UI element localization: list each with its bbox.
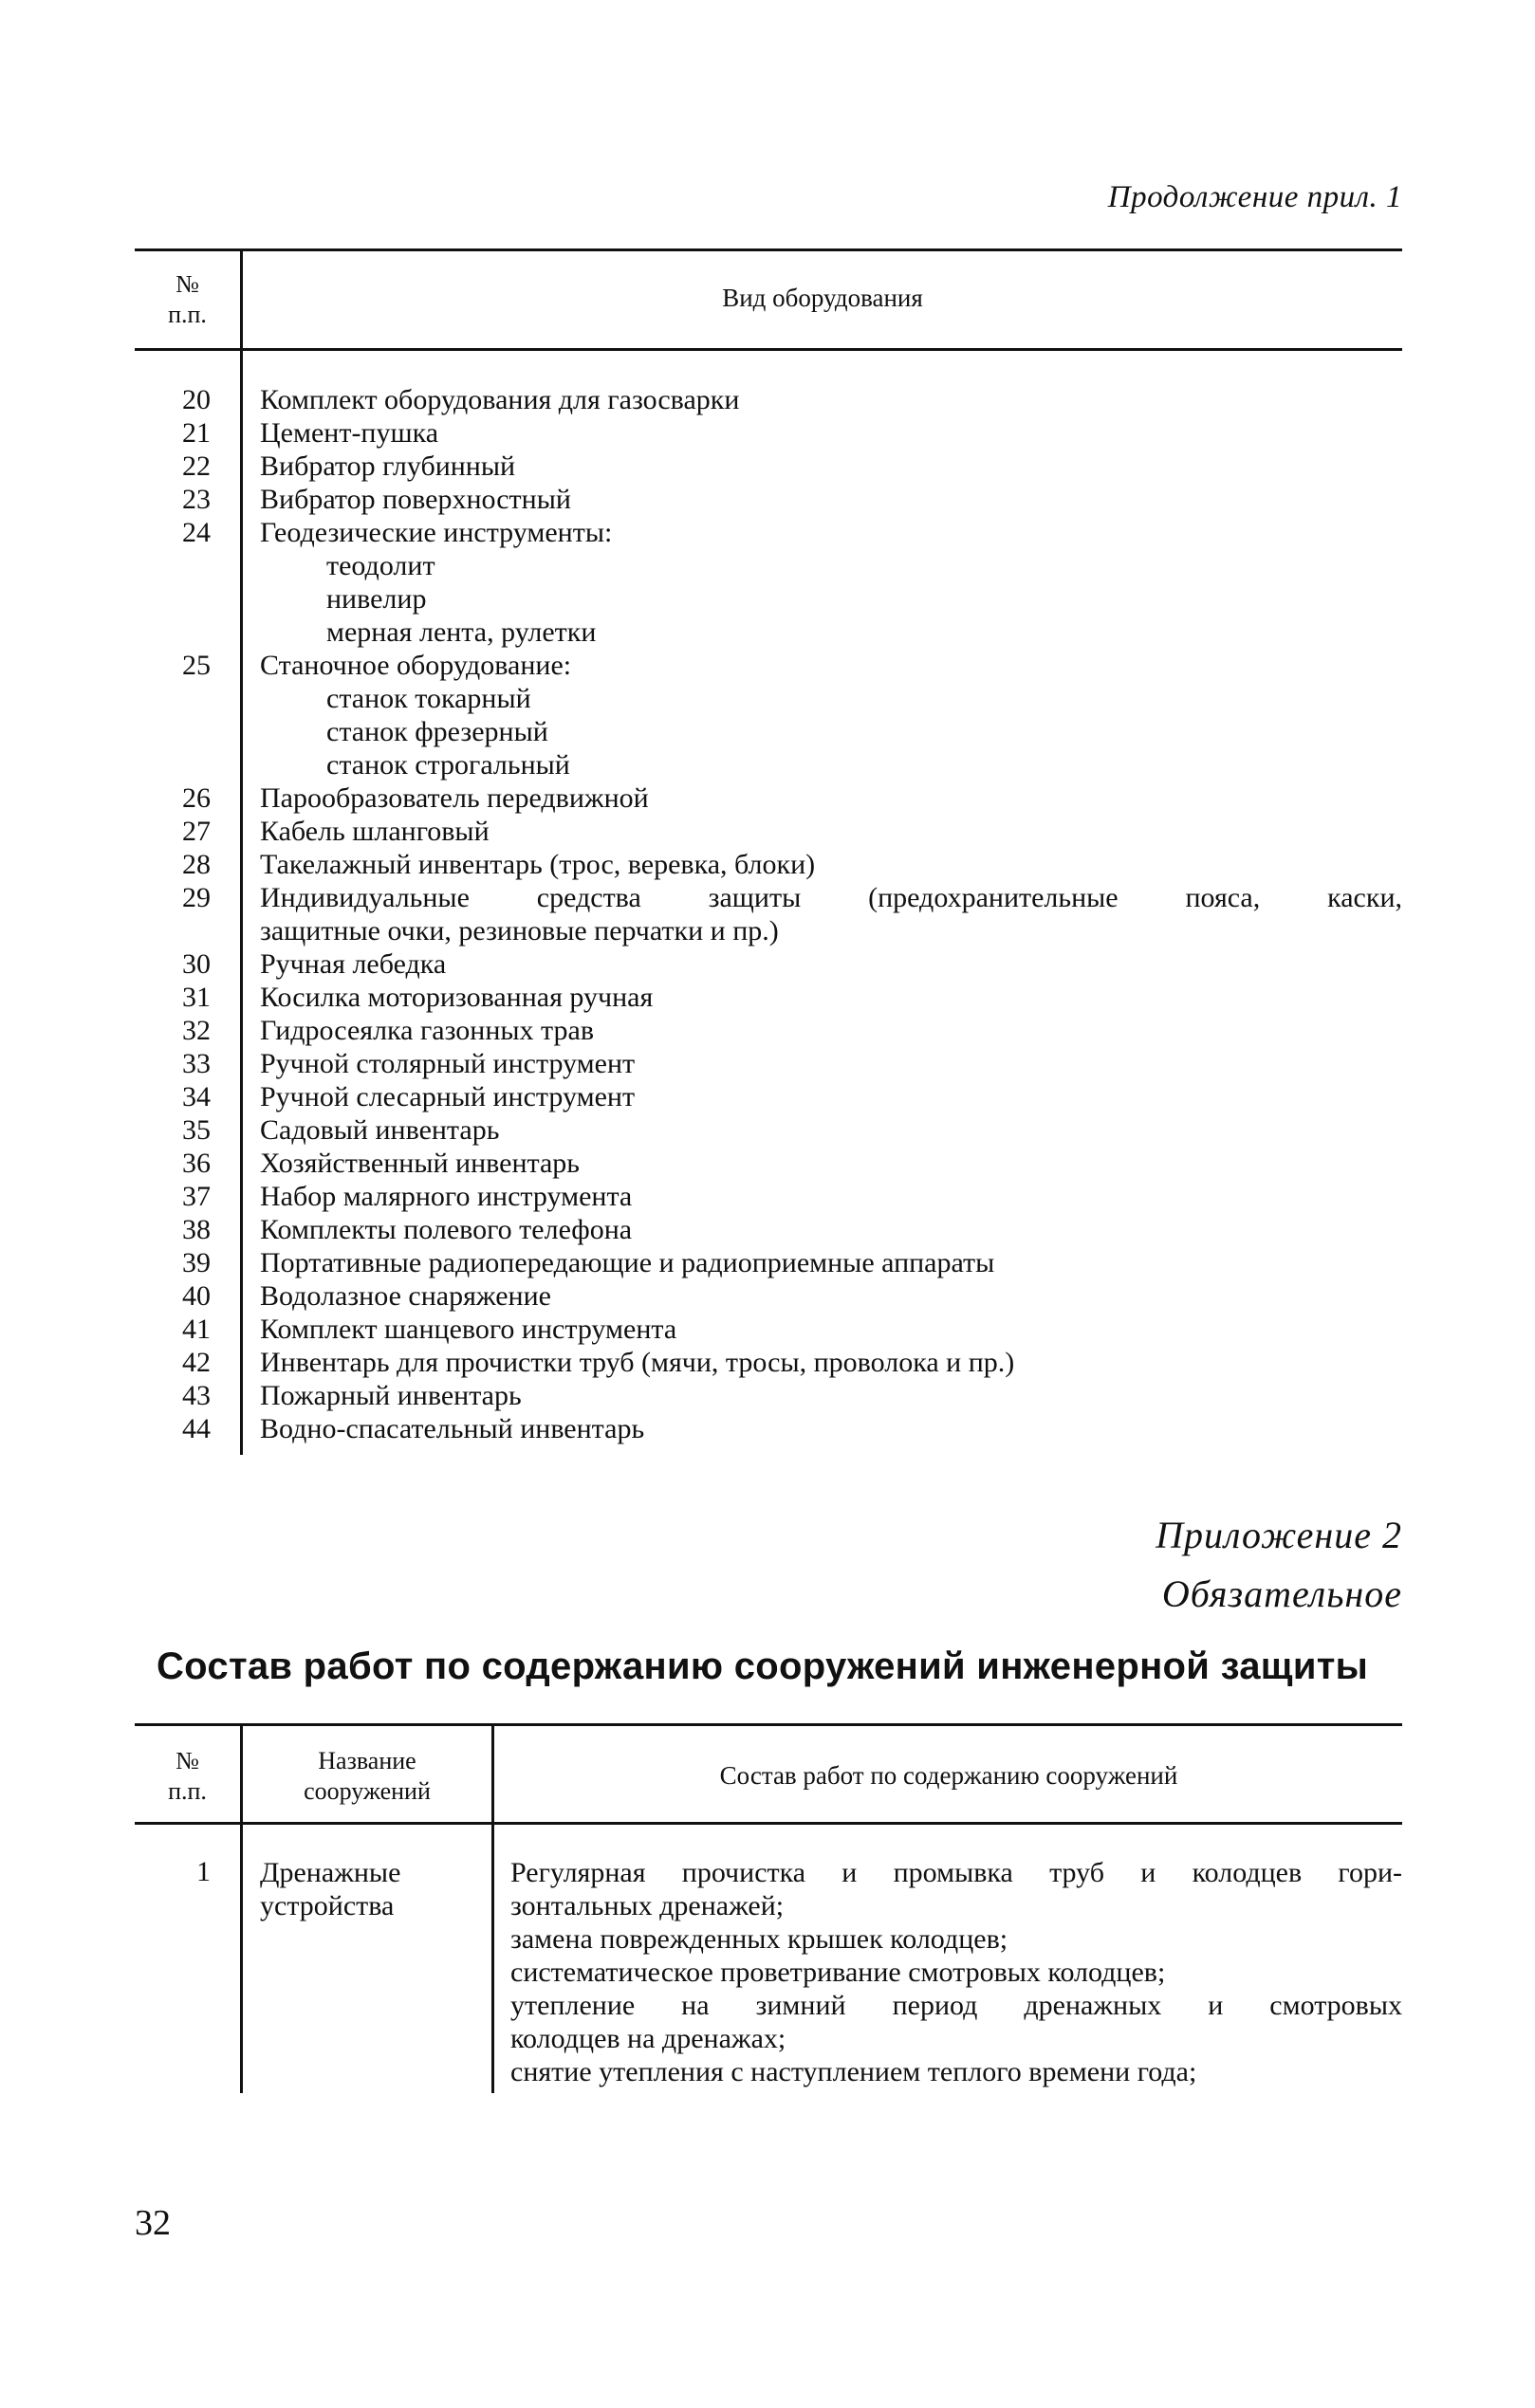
equipment-name: Пожарный инвентарь [260, 1380, 522, 1411]
equipment-name: Геодезические инструменты: [260, 517, 613, 548]
row-number: 22 [182, 450, 211, 482]
table-row [135, 483, 1402, 516]
equipment-name: Кабель шланговый [260, 816, 490, 847]
row-number: 1 [196, 1856, 211, 1887]
work-item-line: зонтальных дренажей; [510, 1890, 785, 1921]
table-row [135, 1080, 1402, 1113]
equipment-name: нивелир [326, 583, 427, 615]
table-row [135, 649, 1402, 682]
equipment-name: Вибратор поверхностный [260, 484, 571, 515]
equipment-name: теодолит [326, 550, 435, 581]
header-name-line1: Название [318, 1747, 416, 1774]
table-row [135, 881, 1402, 914]
table-row [135, 914, 1402, 947]
equipment-name: станок строгальный [326, 749, 570, 781]
equipment-name: Хозяйственный инвентарь [260, 1148, 580, 1179]
row-number: 30 [182, 948, 211, 980]
row-number: 39 [182, 1247, 211, 1278]
table-row [135, 1047, 1402, 1080]
header-number-symbol: № [176, 1747, 199, 1774]
equipment-name: Гидросеялка газонных трав [260, 1015, 594, 1046]
row-number: 31 [182, 982, 211, 1013]
row-number [135, 914, 211, 947]
row-number: 33 [182, 1048, 211, 1079]
section-heading: Состав работ по содержанию сооружений инженерной защиты [157, 1645, 1369, 1687]
table-row [135, 947, 1402, 981]
table-row [135, 682, 1402, 715]
table-row [135, 1313, 1402, 1346]
work-item-line: систематическое проветривание смотровых колодцев; [510, 1957, 1166, 1988]
equipment-name: Станочное оборудование: [260, 650, 572, 681]
equipment-name: Комплект оборудования для газосварки [260, 384, 740, 415]
column-divider-2 [491, 1723, 494, 2093]
equipment-name: Парообразователь передвижной [260, 782, 649, 814]
row-number: 27 [182, 816, 211, 847]
header-number [135, 269, 240, 330]
row-number: 38 [182, 1214, 211, 1245]
table-row [135, 549, 1402, 582]
equipment-name: Водолазное снаряжение [260, 1280, 551, 1312]
equipment-name: станок токарный [326, 683, 531, 714]
row-number: 34 [182, 1081, 211, 1112]
table-row [135, 383, 1402, 416]
row-number: 42 [182, 1347, 211, 1378]
structure-name [260, 1856, 488, 1922]
table-row [135, 616, 1402, 649]
work-item-line: замена поврежденных крышек колодцев; [510, 1923, 1008, 1955]
row-number [135, 715, 211, 748]
table-row [135, 1412, 1402, 1445]
equipment-name: Косилка моторизованная ручная [260, 982, 654, 1013]
equipment-name: Цемент-пушка [260, 417, 439, 449]
equipment-name: Комплекты полевого телефона [260, 1214, 633, 1245]
works-table [135, 1723, 1402, 2103]
equipment-name: мерная лента, рулетки [326, 616, 597, 648]
row-number: 26 [182, 782, 211, 814]
table-row [135, 715, 1402, 748]
row-number [135, 616, 211, 649]
row-number: 29 [182, 882, 211, 913]
equipment-name: Индивидуальные средства защиты (предохранительные пояса, каски, [260, 882, 1402, 913]
row-number: 44 [182, 1413, 211, 1444]
row-number: 21 [182, 417, 211, 449]
appendix-title: Приложение 2 [1156, 1514, 1402, 1556]
table-row [135, 450, 1402, 483]
equipment-name: Комплект шанцевого инструмента [260, 1314, 677, 1345]
row-number: 23 [182, 484, 211, 515]
table-row [135, 1246, 1402, 1279]
work-item-line: Регулярная прочистка и промывка труб и колодцев гори- [510, 1857, 1402, 1888]
table-row [135, 1346, 1402, 1379]
header-number [135, 1746, 240, 1807]
row-number: 28 [182, 849, 211, 880]
table-row [135, 981, 1402, 1014]
row-number [135, 549, 211, 582]
header-number-abbr: п.п. [168, 301, 207, 328]
column-divider-1 [240, 1723, 243, 2093]
header-name-line2: сооружений [304, 1777, 431, 1805]
table-row [135, 416, 1402, 450]
row-number: 20 [182, 384, 211, 415]
equipment-name: Такелажный инвентарь (трос, веревка, блоки) [260, 849, 816, 880]
appendix-subtitle: Обязательное [1161, 1572, 1402, 1615]
structure-name-line2: устройства [260, 1890, 395, 1921]
equipment-name: Ручная лебедка [260, 948, 447, 980]
row-number: 43 [182, 1380, 211, 1411]
equipment-name: Набор малярного инструмента [260, 1181, 633, 1212]
equipment-name: Вибратор глубинный [260, 450, 516, 482]
row-number: 41 [182, 1314, 211, 1345]
table-row [135, 781, 1402, 815]
row-number: 25 [182, 650, 211, 681]
equipment-name: защитные очки, резиновые перчатки и пр.) [260, 915, 779, 947]
table-row [135, 815, 1402, 848]
header-number-symbol: № [176, 270, 199, 298]
structure-name-line1: Дренажные [260, 1857, 401, 1888]
table-row [135, 1014, 1402, 1047]
header-bottom-rule [135, 1822, 1402, 1825]
table-row [135, 1379, 1402, 1412]
table-top-rule [135, 248, 1402, 251]
equipment-name: Ручной слесарный инструмент [260, 1081, 636, 1112]
header-number-abbr: п.п. [168, 1777, 207, 1805]
row-number: 37 [182, 1181, 211, 1212]
row-number: 36 [182, 1148, 211, 1179]
header-bottom-rule [135, 348, 1402, 351]
table-row [135, 516, 1402, 549]
table-body [135, 383, 1402, 1445]
work-item-line: снятие утепления с наступлением теплого времени года; [510, 2056, 1197, 2087]
equipment-name: Водно-спасательный инвентарь [260, 1413, 645, 1444]
table-row [135, 582, 1402, 616]
table-top-rule [135, 1723, 1402, 1726]
page-number: 32 [135, 2203, 171, 2243]
header-equipment-type: Вид оборудования [722, 284, 923, 312]
row-number: 32 [182, 1015, 211, 1046]
equipment-name: Инвентарь для прочистки труб (мячи, тросы, проволока и пр.) [260, 1347, 1015, 1378]
works-list [510, 1856, 1402, 2088]
header-works: Состав работ по содержанию сооружений [719, 1761, 1178, 1790]
work-item-line: утепление на зимний период дренажных и смотровых [510, 1990, 1402, 2021]
header-structure-name [243, 1746, 491, 1807]
equipment-name: станок фрезерный [326, 716, 548, 747]
table-row [135, 1279, 1402, 1313]
table-row [135, 848, 1402, 881]
row-number: 35 [182, 1114, 211, 1146]
table-row [135, 748, 1402, 781]
table-row [135, 1213, 1402, 1246]
row-number: 40 [182, 1280, 211, 1312]
equipment-name: Портативные радиопередающие и радиоприемные аппараты [260, 1247, 995, 1278]
row-number [135, 748, 211, 781]
row-number: 24 [182, 517, 211, 548]
row-number [135, 582, 211, 616]
equipment-name: Ручной столярный инструмент [260, 1048, 636, 1079]
row-number [135, 682, 211, 715]
work-item-line: колодцев на дренажах; [510, 2023, 786, 2054]
table-row [135, 1113, 1402, 1147]
table-row [135, 1180, 1402, 1213]
table-row [135, 1147, 1402, 1180]
equipment-name: Садовый инвентарь [260, 1114, 500, 1146]
continuation-header: Продолжение прил. 1 [1107, 180, 1402, 214]
